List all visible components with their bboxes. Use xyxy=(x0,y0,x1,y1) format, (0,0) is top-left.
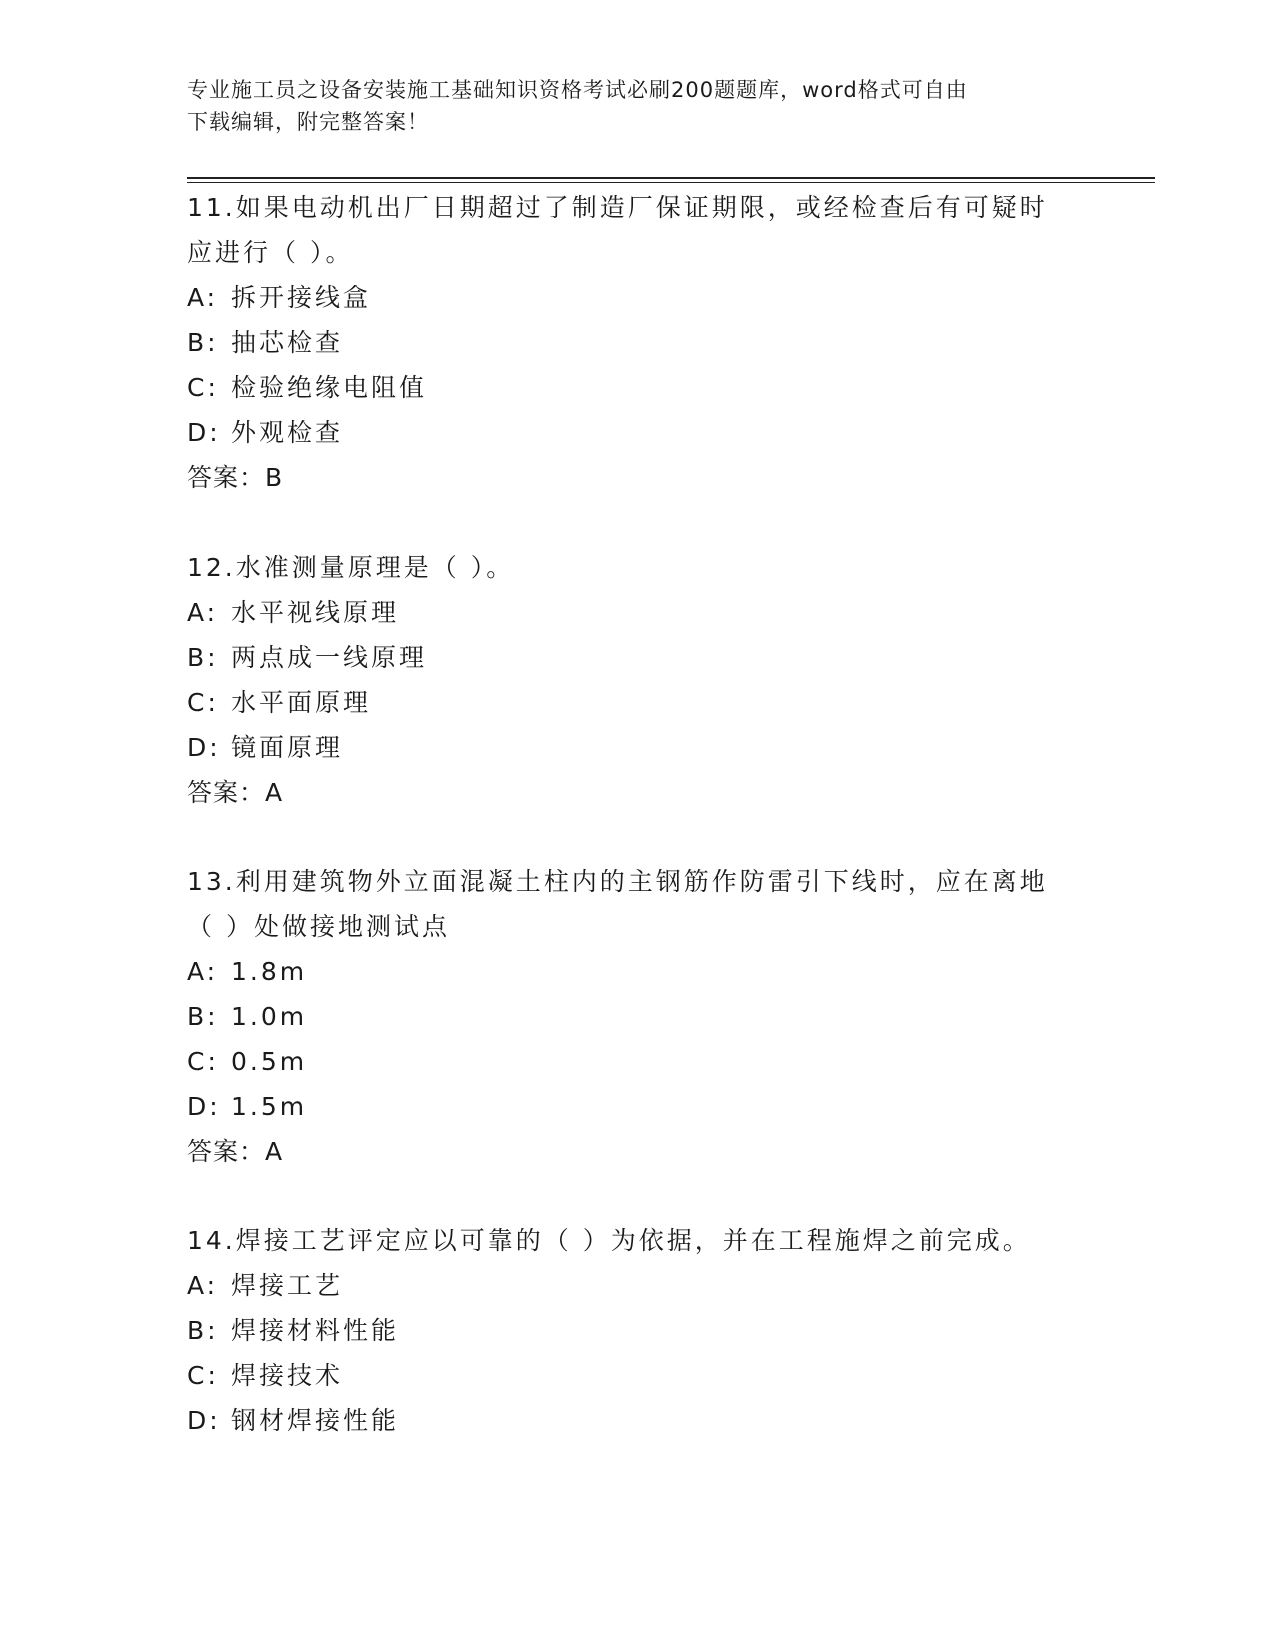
option-d xyxy=(187,725,1087,770)
question-stem-line-1: 13.利用建筑物外立面混凝土柱内的主钢筋作防雷引下线时，应在离地 xyxy=(187,867,1048,896)
option-a xyxy=(187,1263,1087,1308)
option-text: 焊接工艺 xyxy=(231,1271,344,1300)
option-text: 焊接技术 xyxy=(231,1361,344,1390)
option-c xyxy=(187,1353,1087,1398)
option-text: 焊接材料性能 xyxy=(231,1316,400,1345)
option-text: 拆开接线盒 xyxy=(231,283,372,312)
option-d xyxy=(187,1084,1087,1129)
question-stem-line-2: 应进行（ ）。 xyxy=(187,238,354,267)
option-a xyxy=(187,275,1087,320)
option-key: D: xyxy=(187,1406,221,1435)
question-13 xyxy=(187,859,1087,1174)
option-text: 钢材焊接性能 xyxy=(231,1406,400,1435)
option-b xyxy=(187,320,1087,365)
option-a xyxy=(187,949,1087,994)
option-key: C: xyxy=(187,1047,219,1076)
header-divider xyxy=(187,177,1155,179)
option-text: 两点成一线原理 xyxy=(231,643,428,672)
option-text: 1.8m xyxy=(231,957,308,986)
option-c xyxy=(187,1039,1087,1084)
option-text: 外观检查 xyxy=(231,418,344,447)
question-stem-line-1: 11.如果电动机出厂日期超过了制造厂保证期限，或经检查后有可疑时 xyxy=(187,193,1048,222)
option-key: B: xyxy=(187,1316,219,1345)
answer-line: 答案：A xyxy=(187,778,284,807)
option-key: D: xyxy=(187,418,221,447)
question-stem-line-1: 12.水准测量原理是（ ）。 xyxy=(187,553,515,582)
option-key: A: xyxy=(187,957,219,986)
option-key: A: xyxy=(187,283,219,312)
question-11 xyxy=(187,185,1087,500)
option-key: C: xyxy=(187,1361,219,1390)
option-key: A: xyxy=(187,598,219,627)
option-a xyxy=(187,590,1087,635)
option-text: 1.0m xyxy=(231,1002,308,1031)
option-key: D: xyxy=(187,1092,221,1121)
option-key: D: xyxy=(187,733,221,762)
option-d xyxy=(187,410,1087,455)
header-line-2: 下载编辑，附完整答案！ xyxy=(187,110,429,134)
option-c xyxy=(187,680,1087,725)
header-line-1: 专业施工员之设备安装施工基础知识资格考试必刷200题题库，word格式可自由 xyxy=(187,78,968,102)
option-text: 0.5m xyxy=(231,1047,308,1076)
question-stem-line-2: （ ）处做接地测试点 xyxy=(187,912,450,941)
option-text: 镜面原理 xyxy=(231,733,344,762)
question-12 xyxy=(187,545,1087,815)
option-text: 水平面原理 xyxy=(231,688,372,717)
option-b xyxy=(187,994,1087,1039)
option-key: C: xyxy=(187,373,219,402)
option-text: 水平视线原理 xyxy=(231,598,400,627)
option-key: B: xyxy=(187,643,219,672)
option-text: 检验绝缘电阻值 xyxy=(231,373,428,402)
header-divider-thin xyxy=(187,182,1155,183)
option-text: 抽芯检查 xyxy=(231,328,344,357)
option-key: A: xyxy=(187,1271,219,1300)
question-stem-line-1: 14.焊接工艺评定应以可靠的（ ）为依据，并在工程施焊之前完成。 xyxy=(187,1226,1031,1255)
option-d xyxy=(187,1398,1087,1443)
answer-line: 答案：A xyxy=(187,1137,284,1166)
option-b xyxy=(187,1308,1087,1353)
document-header xyxy=(187,74,1087,138)
option-key: C: xyxy=(187,688,219,717)
option-b xyxy=(187,635,1087,680)
option-c xyxy=(187,365,1087,410)
option-key: B: xyxy=(187,1002,219,1031)
option-text: 1.5m xyxy=(231,1092,308,1121)
option-key: B: xyxy=(187,328,219,357)
answer-line: 答案：B xyxy=(187,463,284,492)
question-14 xyxy=(187,1218,1087,1443)
